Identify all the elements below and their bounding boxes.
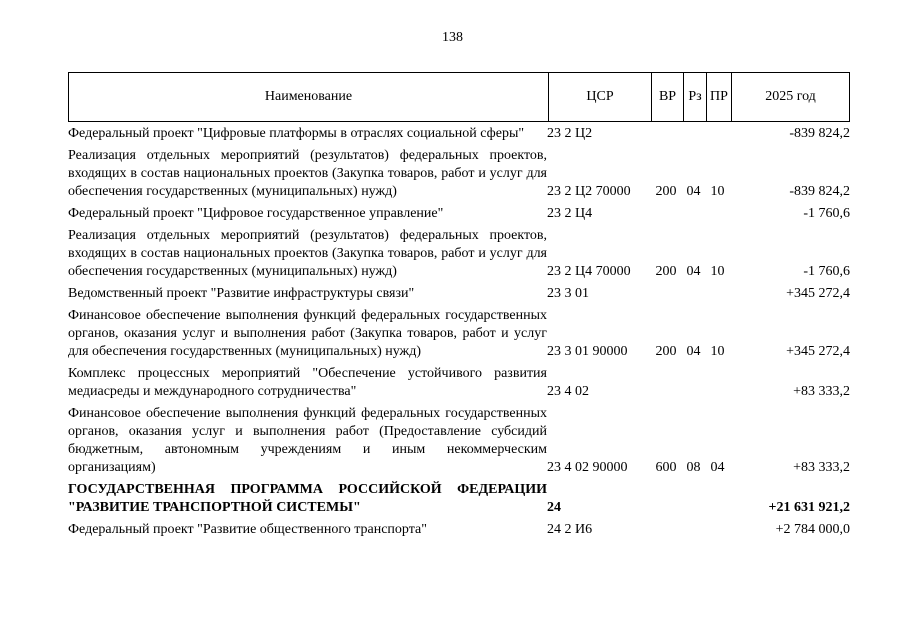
row-rz bbox=[682, 125, 705, 147]
row-amount: +83 333,2 bbox=[793, 460, 850, 475]
row-amount: +345 272,4 bbox=[786, 344, 850, 359]
header-year: 2025 год bbox=[765, 89, 816, 104]
row-amount: +21 631 921,2 bbox=[768, 500, 850, 515]
row-rz: 04 bbox=[686, 264, 701, 279]
row-name: Ведомственный проект "Развитие инфраструктуры связи" bbox=[68, 286, 415, 301]
row-name: Реализация отдельных мероприятий (результатов) федеральных проектов, входящих в состав национальных проектов (Закупка товаров, работ и услуг для обеспечения государственных (муниципальных) нужд) bbox=[68, 228, 547, 279]
row-name: Финансовое обеспечение выполнения функций федеральных государственных органов, оказания услуг и выполнения работ (Предоставление субсидий бюджетным, автономным учреждениям и иным некоммерческим организациям) bbox=[68, 406, 547, 475]
table-row bbox=[68, 365, 850, 405]
row-name: Федеральный проект "Цифровое государственное управление" bbox=[68, 206, 444, 221]
row-pr bbox=[705, 365, 730, 405]
row-csr: 23 4 02 bbox=[547, 384, 589, 399]
row-name: Финансовое обеспечение выполнения функций федеральных государственных органов, оказания услуг и выполнения работ (Закупка товаров, работ и услуг для обеспечения государственных (муниципальных) нужд) bbox=[68, 308, 547, 359]
header-rz: Рз bbox=[688, 89, 702, 104]
row-rz bbox=[682, 481, 705, 521]
row-amount: +83 333,2 bbox=[793, 384, 850, 399]
row-vr bbox=[650, 365, 682, 405]
row-amount: -1 760,6 bbox=[803, 264, 850, 279]
row-amount: +345 272,4 bbox=[786, 286, 850, 301]
table-row bbox=[68, 227, 850, 285]
row-rz: 04 bbox=[686, 344, 701, 359]
row-name: Федеральный проект "Цифровые платформы в отраслях социальной сферы" bbox=[68, 126, 525, 141]
row-name: ГОСУДАРСТВЕННАЯ ПРОГРАММА РОССИЙСКОЙ ФЕДЕРАЦИИ "РАЗВИТИЕ ТРАНСПОРТНОЙ СИСТЕМЫ" bbox=[68, 482, 547, 515]
row-amount: -1 760,6 bbox=[803, 206, 850, 221]
header-name: Наименование bbox=[264, 89, 353, 104]
row-csr: 23 3 01 bbox=[547, 286, 589, 301]
row-pr: 10 bbox=[710, 344, 725, 359]
row-name: Федеральный проект "Развитие общественного транспорта" bbox=[68, 522, 427, 537]
table-header bbox=[68, 72, 850, 122]
row-rz bbox=[682, 285, 705, 307]
row-amount: +2 784 000,0 bbox=[775, 522, 850, 537]
header-csr: ЦСР bbox=[586, 89, 614, 104]
row-vr bbox=[650, 285, 682, 307]
row-pr bbox=[705, 285, 730, 307]
row-rz: 08 bbox=[686, 460, 701, 475]
row-csr: 23 2 Ц4 bbox=[547, 206, 593, 221]
row-pr: 10 bbox=[710, 264, 725, 279]
row-vr bbox=[650, 125, 682, 147]
row-amount: -839 824,2 bbox=[789, 126, 850, 141]
row-vr: 200 bbox=[655, 264, 677, 279]
row-vr: 200 bbox=[655, 344, 677, 359]
table-row bbox=[68, 481, 850, 521]
table-row bbox=[68, 147, 850, 205]
table-row bbox=[68, 405, 850, 481]
table-row bbox=[68, 307, 850, 365]
row-name: Реализация отдельных мероприятий (результатов) федеральных проектов, входящих в состав национальных проектов (Закупка товаров, работ и услуг для обеспечения государственных (муниципальных) нужд) bbox=[68, 148, 547, 199]
row-csr: 23 4 02 90000 bbox=[547, 460, 628, 475]
table-row bbox=[68, 521, 850, 543]
row-rz bbox=[682, 521, 705, 543]
row-pr bbox=[705, 481, 730, 521]
row-vr: 200 bbox=[655, 184, 677, 199]
row-amount: -839 824,2 bbox=[789, 184, 850, 199]
row-csr: 23 2 Ц2 70000 bbox=[547, 184, 631, 199]
page-number: 138 bbox=[442, 30, 463, 45]
row-pr: 04 bbox=[710, 460, 725, 475]
row-csr: 23 2 Ц4 70000 bbox=[547, 264, 631, 279]
row-csr: 23 2 Ц2 bbox=[547, 126, 593, 141]
budget-table bbox=[68, 125, 850, 543]
row-name: Комплекс процессных мероприятий "Обеспечение устойчивого развития медиасреды и международного сотрудничества" bbox=[68, 366, 547, 399]
row-csr: 23 3 01 90000 bbox=[547, 344, 628, 359]
row-vr: 600 bbox=[655, 460, 677, 475]
table-row bbox=[68, 125, 850, 147]
row-rz: 04 bbox=[686, 184, 701, 199]
header-vr: ВР bbox=[658, 89, 677, 104]
row-csr: 24 2 И6 bbox=[547, 522, 593, 537]
row-vr bbox=[650, 521, 682, 543]
table-row bbox=[68, 285, 850, 307]
row-pr bbox=[705, 125, 730, 147]
row-rz bbox=[682, 205, 705, 227]
row-vr bbox=[650, 205, 682, 227]
row-pr: 10 bbox=[710, 184, 725, 199]
row-csr: 24 bbox=[547, 500, 561, 515]
row-vr bbox=[650, 481, 682, 521]
table-row bbox=[68, 205, 850, 227]
row-pr bbox=[705, 205, 730, 227]
header-pr: ПР bbox=[710, 89, 728, 104]
row-pr bbox=[705, 521, 730, 543]
row-rz bbox=[682, 365, 705, 405]
